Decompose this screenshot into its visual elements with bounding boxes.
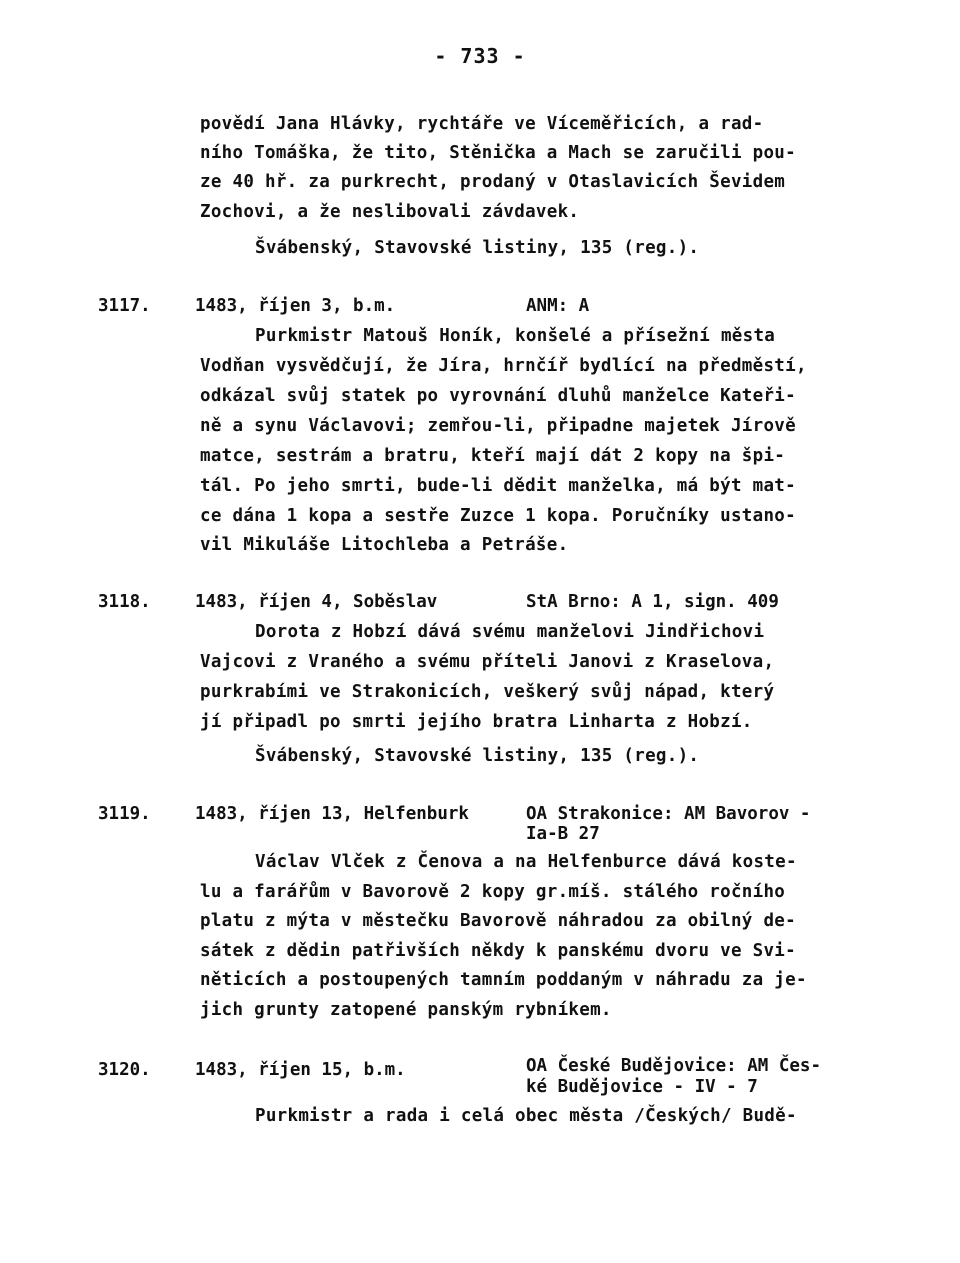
text-line: ně a synu Václavovi; zemřou-li, připadne majetek Jírově [200,416,796,436]
text-line: ze 40 hř. za purkrecht, prodaný v Otaslavicích Ševidem [200,172,786,192]
entry-number: 3117. [98,296,151,316]
text-line: povědí Jana Hlávky, rychtáře ve Víceměřicích, a rad- [200,114,764,134]
entry-date: 1483, říjen 4, Soběslav [195,592,438,612]
text-line: matce, sestrám a bratru, kteří mají dát 2 kopy na špi- [200,446,786,466]
entry-archive: OA České Budějovice: AM Čes- [526,1056,822,1076]
text-line: lu a farářům v Bavorově 2 kopy gr.míš. stálého ročního [200,882,786,902]
entry-date: 1483, říjen 15, b.m. [195,1060,406,1080]
entry-archive: ANM: A [526,296,590,316]
text-line: Vajcovi z Vraného a svému příteli Janovi z Kraselova, [200,652,775,672]
text-line: Dorota z Hobzí dává svému manželovi Jindřichovi [255,622,765,642]
text-line: Vodňan vysvědčují, že Jíra, hrnčíř bydlící na předměstí, [200,356,807,376]
entry-archive: StA Brno: A 1, sign. 409 [526,592,779,612]
entry-number: 3118. [98,592,151,612]
entry-archive-continued: Ia-B 27 [526,824,600,844]
text-line: tál. Po jeho smrti, bude-li dědit manželka, má být mat- [200,476,796,496]
entry-date: 1483, říjen 13, Helfenburk [195,804,469,824]
text-line: něticích a postoupených tamním poddaným v náhradu za je- [200,970,807,990]
text-line: Zochovi, a že neslibovali závdavek. [200,202,580,222]
text-line: Václav Vlček z Čenova a na Helfenburce dává koste- [255,852,797,872]
text-line: odkázal svůj statek po vyrovnání dluhů manželce Kateři- [200,386,796,406]
entry-number: 3119. [98,804,151,824]
text-line: purkrabími ve Strakonicích, veškerý svůj nápad, který [200,682,775,702]
reference-line: Švábenský, Stavovské listiny, 135 (reg.). [255,238,700,258]
page-number: - 733 - [434,44,526,68]
reference-line: Švábenský, Stavovské listiny, 135 (reg.). [255,746,700,766]
text-line: ního Tomáška, že tito, Stěnička a Mach se zaručili pou- [200,143,796,163]
text-line: jich grunty zatopené panským rybníkem. [200,1000,612,1020]
text-line: vil Mikuláše Litochleba a Petráše. [200,535,569,555]
text-line: Purkmistr a rada i celá obec města /Českých/ Budě- [255,1106,797,1126]
text-line: ce dána 1 kopa a sestře Zuzce 1 kopa. Poručníky ustano- [200,506,796,526]
text-line: platu z mýta v městečku Bavorově náhradou za obilný de- [200,911,796,931]
text-line: sátek z dědin patřivších někdy k panskému dvoru ve Svi- [200,941,796,961]
entry-date: 1483, říjen 3, b.m. [195,296,396,316]
text-line: Purkmistr Matouš Honík, konšelé a přísežní města [255,326,776,346]
text-line: jí připadl po smrti jejího bratra Linharta z Hobzí. [200,712,753,732]
entry-archive: OA Strakonice: AM Bavorov - [526,804,811,824]
entry-archive-continued: ké Budějovice - IV - 7 [526,1077,758,1097]
entry-number: 3120. [98,1060,151,1080]
